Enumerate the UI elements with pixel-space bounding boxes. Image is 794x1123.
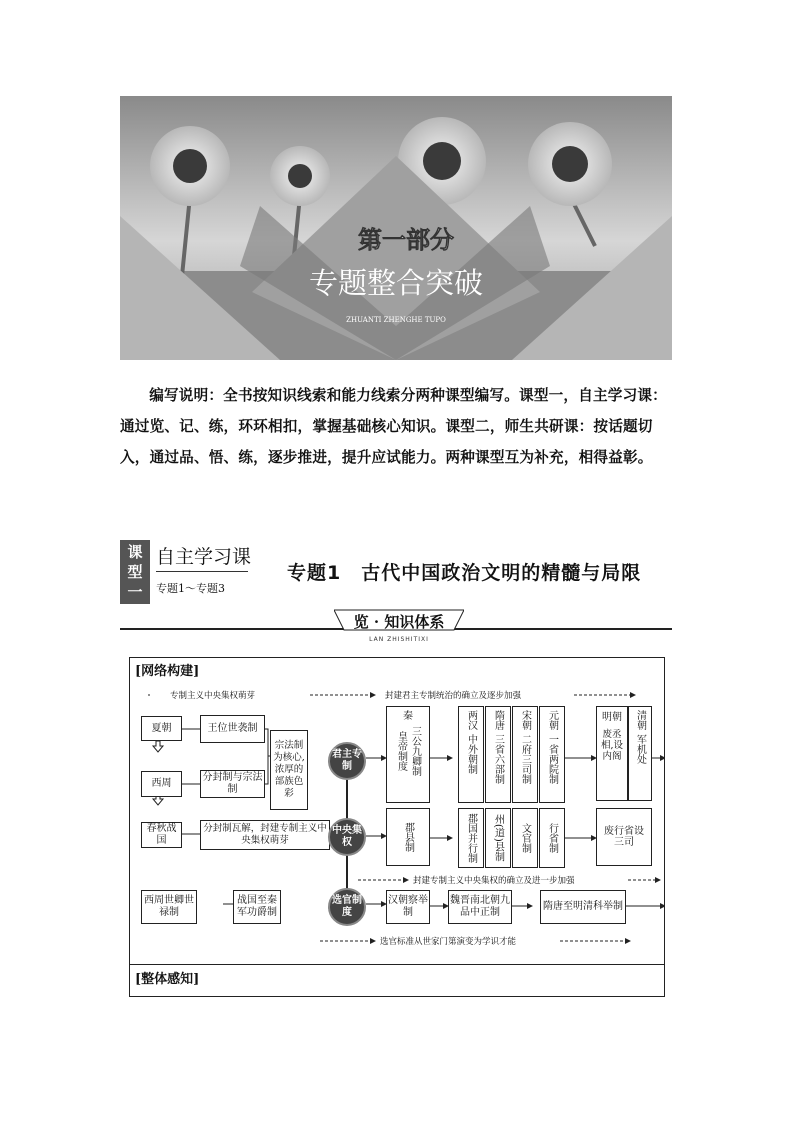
fei-text: 废行省设三司 bbox=[604, 826, 644, 848]
qing-head: 清朝 bbox=[634, 710, 646, 730]
box-wenguan bbox=[512, 808, 538, 868]
overall-heading: [整体感知] bbox=[135, 972, 200, 987]
circle-xuanguan: 选官制度 bbox=[328, 888, 366, 926]
box-bingxing bbox=[458, 808, 484, 868]
circle-zhongyang: 中央集权 bbox=[328, 818, 366, 856]
box-sui bbox=[485, 706, 511, 803]
unit-badge-char: 课 bbox=[127, 543, 143, 561]
note-mid: 封建专制主义中央集权的确立及进一步加强 bbox=[413, 876, 575, 886]
frame-separator bbox=[130, 964, 664, 965]
unit-badge bbox=[120, 540, 150, 604]
circle-junzhu: 君主专制 bbox=[328, 742, 366, 780]
box-xizhou: 西周 bbox=[141, 771, 182, 797]
box-han bbox=[458, 706, 484, 803]
section-sub: LAN ZHISHITIXI bbox=[369, 636, 429, 643]
knowledge-frame bbox=[129, 657, 665, 997]
note-top-right: 封建君主专制统治的确立及逐步加强 bbox=[385, 691, 522, 701]
box-ming bbox=[596, 706, 628, 801]
banner-image bbox=[120, 96, 672, 360]
song-body: 二府三司制 bbox=[519, 734, 531, 784]
box-wajie: 分封制瓦解，封建专制主义中央集权萌芽 bbox=[200, 820, 330, 850]
banner-pinyin: ZHUANTI ZHENGHE TUPO bbox=[346, 316, 446, 324]
song-head: 宋朝 bbox=[519, 710, 531, 730]
note-bottom: 选官标准从世家门第演变为学识才能 bbox=[380, 937, 517, 947]
yuan-head: 元朝 bbox=[546, 710, 558, 730]
box-junggong: 战国至秦军功爵制 bbox=[233, 890, 281, 924]
box-keju: 隋唐至明清科举制 bbox=[540, 890, 626, 924]
box-qin bbox=[386, 706, 430, 803]
wenguan-text: 文官制 bbox=[519, 823, 531, 853]
unit-badge-char: 一 bbox=[127, 583, 143, 601]
banner-part: 第一部分 bbox=[358, 226, 454, 254]
qing-body: 军机处 bbox=[634, 734, 646, 764]
box-yuan bbox=[539, 706, 565, 803]
yuan-body: 一省两院制 bbox=[546, 734, 558, 784]
box-fei bbox=[596, 808, 652, 866]
box-zhou bbox=[485, 808, 511, 868]
bingxing-text: 郡国并行制 bbox=[465, 813, 477, 863]
box-song bbox=[512, 706, 538, 803]
box-xingsheng bbox=[539, 808, 565, 868]
box-wangwei: 王位世袭制 bbox=[200, 715, 265, 743]
han-body: 中外朝制 bbox=[465, 734, 477, 774]
intro-paragraph: 编写说明：全书按知识线索和能力线索分两种课型编写。课型一，自主学习课：通过览、记、练，环环相扣，掌握基础核心知识。课型二，师生共研课：按话题切入，通过品、悟、练，逐步推进，提升应试能力。两种课型互为补充，相得益彰。 bbox=[120, 387, 667, 466]
unit-title: 自主学习课 bbox=[156, 542, 248, 572]
zhou-text: 州(道)县制 bbox=[492, 814, 504, 862]
sui-head: 隋唐 bbox=[492, 710, 504, 730]
box-jiupin: 魏晋南北朝九品中正制 bbox=[448, 890, 512, 924]
topic-title: 专题1 古代中国政治文明的精髓与局限 bbox=[287, 562, 642, 584]
sui-body: 三省六部制 bbox=[492, 734, 504, 784]
box-shiqing: 西周世卿世禄制 bbox=[141, 890, 197, 924]
ming-body: 废丞相,设内阁 bbox=[600, 729, 624, 762]
unit-range: 专题1～专题3 bbox=[156, 582, 225, 595]
junxian-text: 郡县制 bbox=[402, 822, 414, 852]
ming-head: 明朝 bbox=[602, 712, 622, 723]
box-fenfeng: 分封制与宗法制 bbox=[200, 770, 265, 798]
section-label: 览 · 知识体系 bbox=[353, 613, 445, 631]
unit-badge-char: 型 bbox=[127, 563, 143, 581]
qin-b: 三公九卿制 bbox=[409, 726, 421, 776]
qin-a: 皇帝制度 bbox=[395, 731, 407, 771]
box-chunqiu: 春秋战国 bbox=[141, 822, 182, 848]
box-junxian bbox=[386, 808, 430, 866]
note-top-left: 专制主义中央集权萌芽 bbox=[170, 691, 256, 701]
qin-head: 秦 bbox=[403, 711, 413, 722]
box-chaju: 汉朝察举制 bbox=[386, 890, 430, 924]
box-xia: 夏朝 bbox=[141, 716, 182, 741]
xingsheng-text: 行省制 bbox=[546, 823, 558, 853]
network-heading: [网络构建] bbox=[135, 664, 200, 679]
box-zongfa: 宗法制为核心,浓厚的部族色彩 bbox=[270, 730, 308, 810]
han-head: 两汉 bbox=[465, 710, 477, 730]
box-qing bbox=[628, 706, 652, 801]
banner-title: 专题整合突破 bbox=[308, 266, 484, 300]
